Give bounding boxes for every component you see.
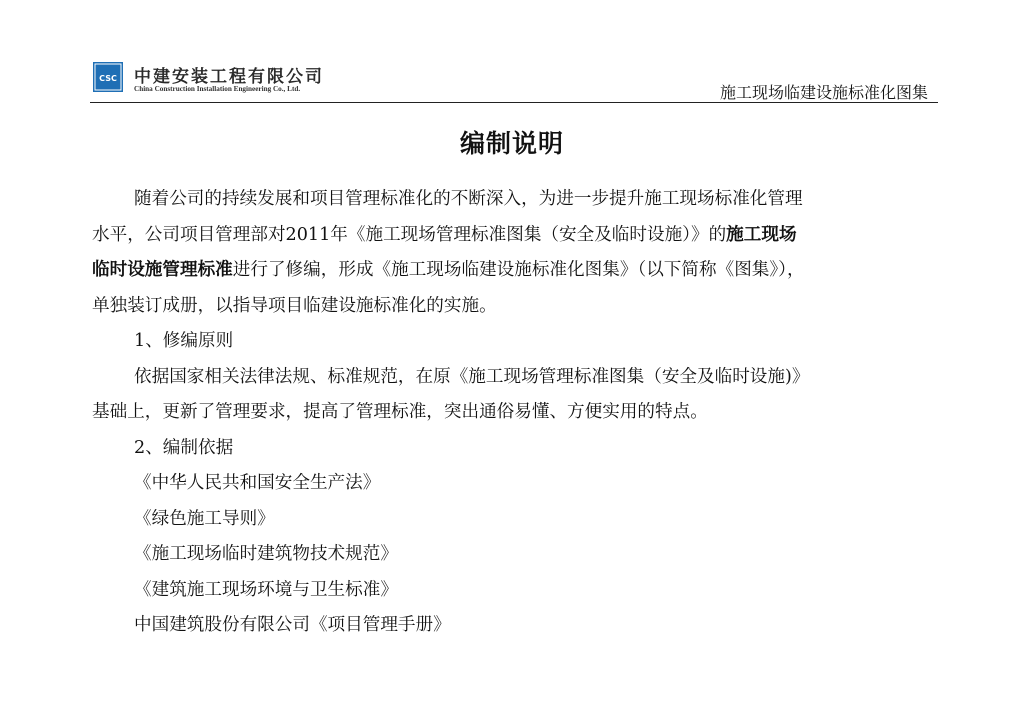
page-header [90,56,938,106]
intro-emphasis-1: 施工现场 [726,224,797,245]
reference-item: 《中华人民共和国安全生产法》 [134,473,381,493]
intro-line-1: 随着公司的持续发展和项目管理标准化的不断深入，为进一步提升施工现场标准化管理 [134,189,803,209]
document-body [92,182,940,644]
intro-line-2-text: 水平，公司项目管理部对2011年《施工现场管理标准图集（安全及临时设施）》的 [92,224,727,245]
intro-line-3 [92,253,940,289]
cscec-logo-icon [93,62,123,92]
reference-item: 《绿色施工导则》 [134,508,275,529]
reference-item: 《施工现场临时建筑物技术规范》 [134,544,398,564]
page-title: 编制说明 [459,129,564,158]
company-name-en: China Construction Installation Engineering Co., Ltd. [134,85,301,93]
intro-line-2 [92,218,940,254]
section-1-heading: 1、修编原则 [134,331,234,351]
company-name-cn: 中建安装工程有限公司 [134,67,324,87]
intro-emphasis-2: 临时设施管理标准 [92,260,233,280]
intro-line-3-text: 进行了修编，形成《施工现场临建设施标准化图集》（以下简称《图集》）， [232,260,805,280]
intro-line-4: 单独装订成册，以指导项目临建设施标准化的实施。 [92,295,497,316]
reference-item: 中国建筑股份有限公司《项目管理手册》 [134,615,451,635]
section-1-line-1: 依据国家相关法律法规、标准规范，在原《施工现场管理标准图集（安全及临时设施)》 [134,366,810,387]
collection-title: 施工现场临建设施标准化图集 [719,83,928,102]
section-1-line-2: 基础上，更新了管理要求，提高了管理标准，突出通俗易懂、方便实用的特点。 [92,402,708,422]
section-2-heading: 2、编制依据 [134,437,234,458]
svg-text:CSC: CSC [99,74,117,83]
header-divider [90,102,938,103]
reference-item: 《建筑施工现场环境与卫生标准》 [134,579,398,600]
